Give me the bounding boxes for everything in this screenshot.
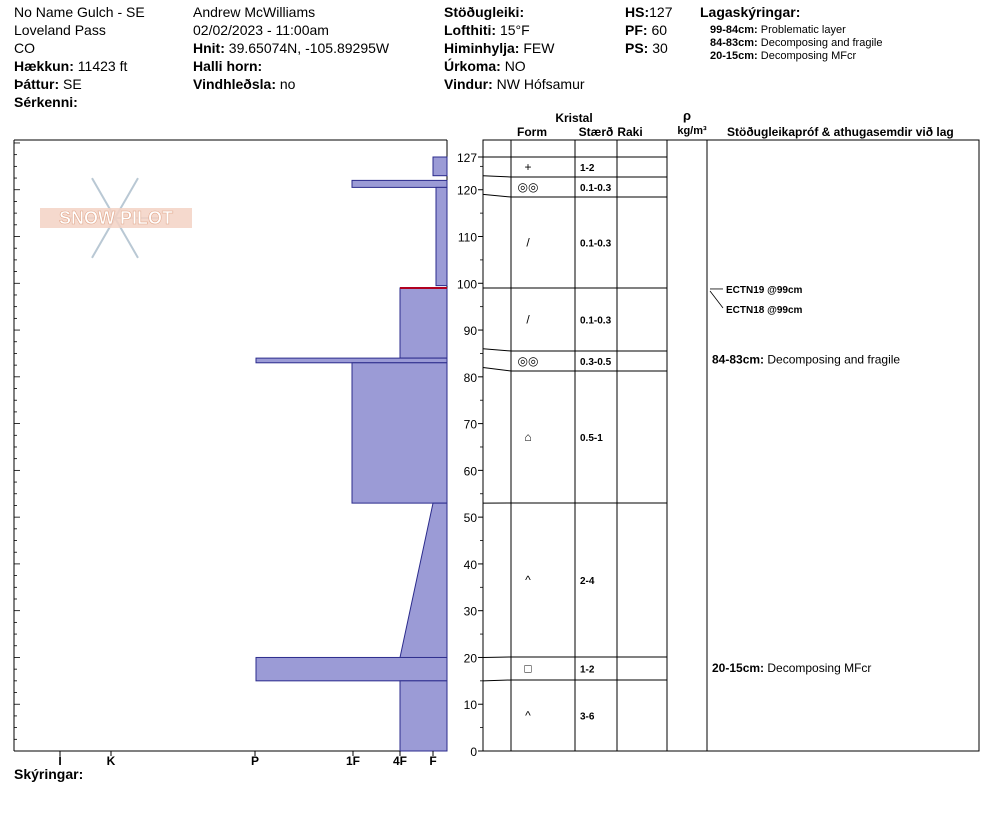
crystal-form-symbol: ⌂ — [524, 430, 532, 444]
header-moisture: Raki — [617, 125, 643, 139]
layer-connector — [483, 680, 511, 681]
hardness-bar — [433, 157, 447, 176]
legend-item: 20-15cm: Decomposing MFcr — [710, 50, 857, 62]
layer-connector — [483, 349, 511, 351]
pf-row: PF: 60 — [625, 22, 668, 38]
elevation-row: Hækkun: 11423 ft — [14, 58, 128, 74]
sky-row: Himinhylja: FEW — [444, 40, 555, 56]
stability-test: ECTN19 @99cm — [726, 284, 803, 296]
hardness-axis-label: 4F — [392, 754, 408, 768]
depth-axis-label: 30 — [463, 604, 477, 619]
hardness-axis-label: I — [58, 754, 62, 768]
observer-name: Andrew McWilliams — [193, 4, 316, 20]
ps-row: PS: 30 — [625, 40, 668, 56]
hardness-bar — [436, 187, 447, 285]
hardness-bar — [352, 180, 447, 187]
stability-row: Stöðugleiki: — [444, 4, 525, 20]
crystal-size: 0.1-0.3 — [580, 183, 612, 194]
crystal-size: 1-2 — [580, 664, 595, 676]
legend-item: 99-84cm: Problematic layer — [710, 24, 846, 36]
legend-item: 84-83cm: Decomposing and fragile — [710, 37, 883, 49]
aspect-row: Þáttur: SE — [14, 76, 82, 92]
site-area: Loveland Pass — [14, 22, 106, 38]
depth-axis-label: 50 — [463, 511, 477, 526]
hardness-axis-label: 1F — [345, 754, 361, 768]
depth-axis-label: 120 — [456, 183, 477, 198]
hardness-bar — [400, 288, 447, 358]
crystal-form-symbol: / — [526, 235, 530, 250]
crystal-size: 0.5-1 — [580, 433, 603, 444]
logo-text: SNOW PILOT — [59, 208, 173, 228]
header-crystal: Kristal — [555, 111, 593, 125]
crystal-size: 1-2 — [580, 163, 595, 174]
header-comments: Stöðugleikapróf & athugasemdir við lag — [727, 125, 954, 139]
coords-value: 39.65074N, -105.89295W — [228, 40, 390, 56]
depth-axis-label: 20 — [463, 651, 477, 666]
crystal-form-symbol: ◎◎ — [517, 180, 539, 194]
notes-label: Skýringar: — [14, 766, 84, 782]
slope-row: Halli horn: — [193, 58, 263, 74]
depth-axis-label: 70 — [463, 417, 477, 432]
crystal-form-symbol: / — [526, 312, 530, 327]
hardness-bar — [400, 681, 447, 751]
hardness-bar — [256, 657, 447, 680]
depth-axis-label: 10 — [463, 698, 477, 713]
depth-axis-label: 60 — [463, 464, 477, 479]
header-density-unit: kg/m³ — [677, 125, 707, 137]
aspect-value: SE — [63, 76, 82, 92]
coords-row: Hnit: 39.65074N, -105.89295W — [193, 40, 390, 56]
hardness-axis-label: K — [106, 754, 116, 768]
depth-axis-label: 90 — [463, 324, 477, 339]
depth-axis-label: 80 — [463, 370, 477, 385]
layer-connector — [483, 194, 511, 197]
layer-comment: 84-83cm: Decomposing and fragile — [712, 352, 901, 367]
air-temp-row: Lofthiti: 15°F — [444, 22, 530, 38]
hardness-bar — [256, 358, 447, 363]
layer-connector — [483, 367, 511, 371]
stability-test: ECTN18 @99cm — [726, 304, 803, 316]
depth-axis-label: 127 — [456, 151, 477, 165]
hs-row: HS:127 — [625, 4, 673, 20]
crystal-form-symbol: ^ — [525, 708, 531, 723]
depth-axis-label: 100 — [456, 277, 477, 292]
features-row: Sérkenni: — [14, 94, 78, 110]
crystal-size: 0.3-0.5 — [580, 357, 612, 368]
test-arrow — [710, 291, 723, 308]
hardness-axis-label: P — [250, 754, 260, 768]
depth-axis-label: 40 — [463, 557, 477, 572]
depth-axis-label: 110 — [457, 230, 477, 245]
layer-table — [483, 140, 979, 751]
hardness-axis-label: F — [429, 754, 437, 768]
layer-connector — [483, 176, 511, 177]
layer-comment: 20-15cm: Decomposing MFcr — [712, 661, 872, 676]
header-rho: ρ — [682, 108, 692, 123]
layer-legend-title: Lagaskýringar: — [700, 4, 801, 20]
hardness-bar — [400, 503, 447, 657]
wind-loading-row: Vindhleðsla: no — [193, 76, 296, 92]
crystal-size: 2-4 — [580, 576, 595, 587]
observation-datetime: 02/02/2023 - 11:00am — [193, 22, 329, 38]
crystal-form-symbol: □ — [524, 661, 532, 676]
site-name: No Name Gulch - SE — [14, 4, 145, 20]
site-state: CO — [14, 40, 35, 56]
crystal-form-symbol: + — [524, 160, 532, 174]
crystal-form-symbol: ^ — [525, 573, 531, 587]
depth-axis-label: 0 — [470, 745, 477, 759]
crystal-size: 3-6 — [580, 711, 595, 723]
header-form: Form — [517, 125, 547, 139]
wind-row: Vindur: NW Hófsamur — [444, 76, 585, 92]
header-size: Stærð — [578, 125, 614, 139]
elevation-value: 11423 ft — [77, 58, 128, 74]
crystal-size: 0.1-0.3 — [580, 315, 612, 327]
crystal-size: 0.1-0.3 — [580, 238, 612, 250]
precip-row: Úrkoma: NO — [444, 58, 526, 74]
hardness-bar — [352, 363, 447, 503]
crystal-form-symbol: ◎◎ — [517, 354, 539, 368]
